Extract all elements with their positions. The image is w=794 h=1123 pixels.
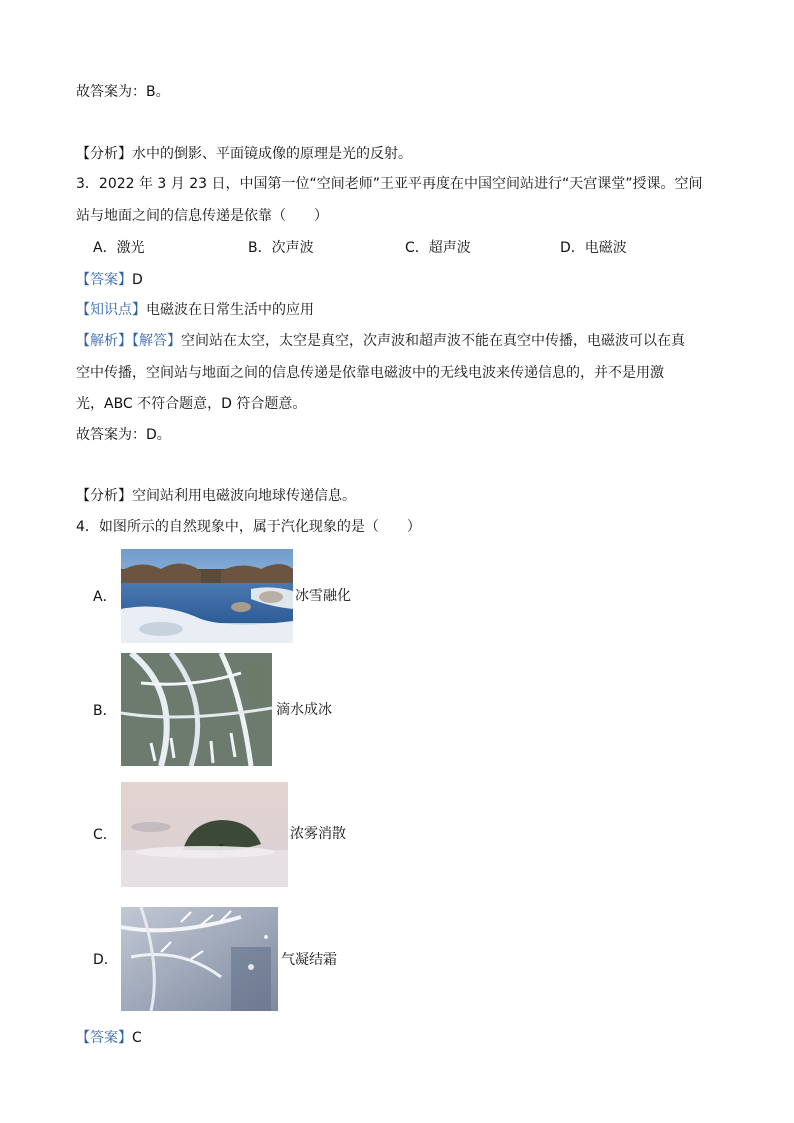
q4-option-c-caption: 浓雾消散 bbox=[290, 826, 346, 842]
q4-option-a-letter: A． bbox=[93, 589, 117, 605]
q4-option-b-letter: B． bbox=[93, 703, 117, 719]
q4-option-a-caption: 冰雪融化 bbox=[295, 588, 351, 604]
q3-knowledge bbox=[76, 300, 314, 320]
knowledge-tag: 【知识点】 bbox=[76, 302, 146, 318]
explain-text-1: 空间站在太空，太空是真空，次声波和超声波不能在真空中传播，电磁波可以在真 bbox=[181, 333, 685, 349]
frost-photo-icon bbox=[121, 907, 278, 1011]
analysis-text: 空间站利用电磁波向地球传递信息。 bbox=[132, 488, 356, 504]
answer-line-prev: 故答案为：B。 bbox=[76, 84, 170, 100]
q4-option-d-letter: D． bbox=[93, 952, 118, 968]
q4-answer bbox=[76, 1028, 142, 1048]
fog-tree-photo-icon bbox=[121, 782, 288, 887]
q4-stem: 4．如图所示的自然现象中，属于汽化现象的是（ ） bbox=[76, 519, 421, 535]
analysis-tag: 【分析】 bbox=[76, 146, 132, 162]
q3-explain-line2: 空中传播，空间站与地面之间的信息传递是依靠电磁波中的无线电波来传递信息的，并不是用激 bbox=[76, 365, 664, 381]
answer-value: C bbox=[132, 1030, 142, 1046]
q3-stem-line2: 站与地面之间的信息传递是依靠（ ） bbox=[76, 208, 328, 224]
q3-analysis bbox=[76, 486, 356, 506]
answer-tag: 【答案】 bbox=[76, 272, 132, 288]
icicle-photo-icon bbox=[121, 653, 272, 766]
analysis-tag: 【分析】 bbox=[76, 488, 132, 504]
explain-tag: 【解析】【解答】 bbox=[76, 333, 181, 349]
q3-final-answer: 故答案为：D。 bbox=[76, 427, 171, 443]
answer-value: D bbox=[132, 272, 143, 288]
q3-explain-line3: 光，ABC 不符合题意，D 符合题意。 bbox=[76, 396, 307, 412]
answer-tag: 【答案】 bbox=[76, 1030, 132, 1046]
knowledge-text: 电磁波在日常生活中的应用 bbox=[146, 302, 314, 318]
lake-photo-icon bbox=[121, 549, 293, 643]
q3-answer bbox=[76, 270, 143, 290]
analysis-text: 水中的倒影、平面镜成像的原理是光的反射。 bbox=[132, 146, 412, 162]
q3-explain-line1 bbox=[76, 331, 685, 351]
q3-option-a: A．激光 bbox=[93, 240, 145, 256]
q4-option-d-caption: 气凝结霜 bbox=[281, 952, 337, 968]
q4-option-c-letter: C． bbox=[93, 827, 117, 843]
q2-analysis bbox=[76, 144, 412, 164]
q4-option-b-caption: 滴水成冰 bbox=[276, 702, 332, 718]
q3-option-b: B．次声波 bbox=[248, 240, 314, 256]
q3-option-c: C．超声波 bbox=[405, 240, 471, 256]
q3-stem-line1: 3．2022 年 3 月 23 日，中国第一位“空间老师”王亚平再度在中国空间站进行“天宫课堂”授课。空间 bbox=[76, 176, 703, 192]
q3-option-d: D．电磁波 bbox=[560, 240, 627, 256]
